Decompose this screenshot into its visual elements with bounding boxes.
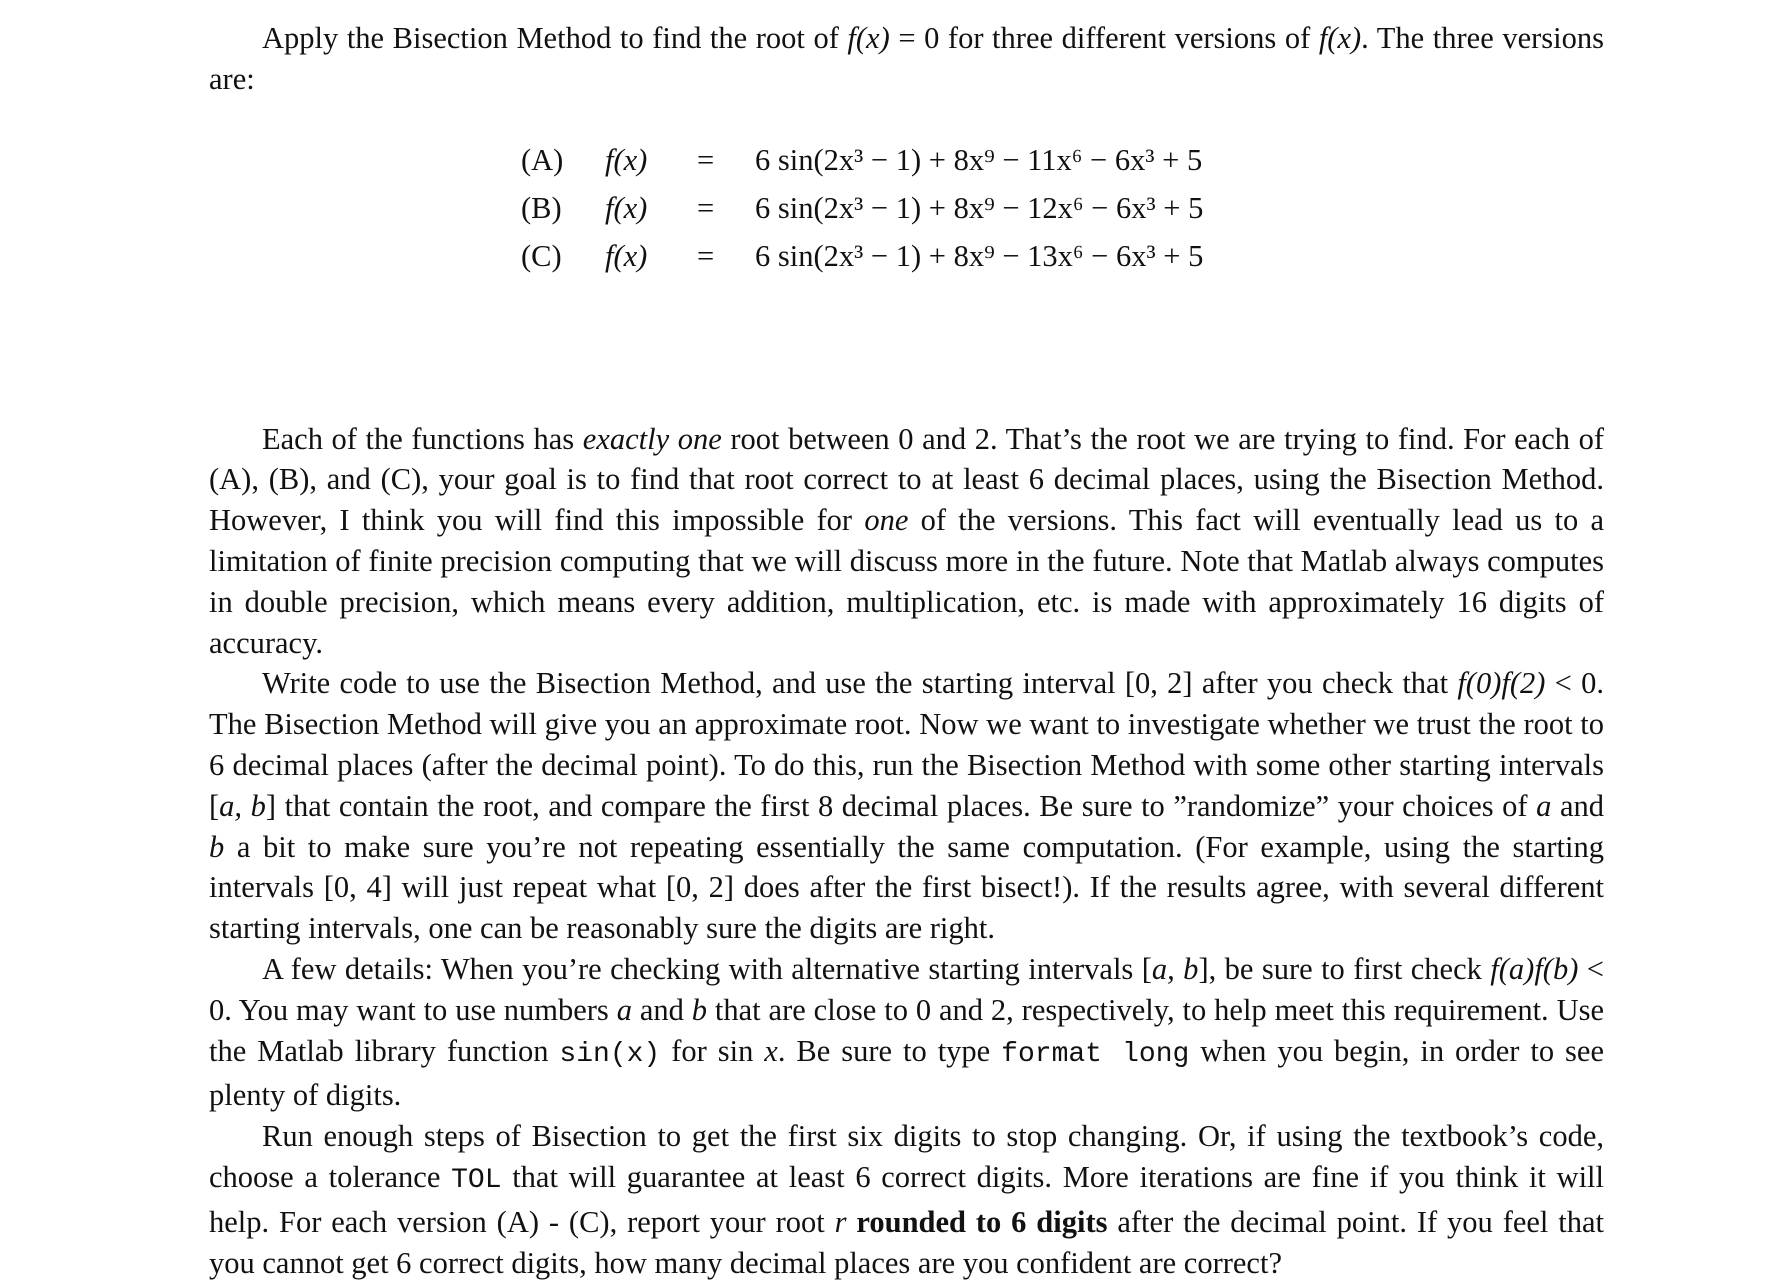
- equation-rhs: 6 sin(2x³ − 1) + 8x⁹ − 11x⁶ − 6x³ + 5: [755, 142, 1203, 177]
- paragraph-text: of the versions. This fact will eventually lead us to a limitation of finite precision computing that we will discuss more in the future. Note that Matlab always computes in double precision, which means every addition, multiplication, etc. is made with approximately 16 digits of accuracy.: [209, 503, 1604, 660]
- paragraph-run-steps: [209, 1116, 1604, 1283]
- equation-row-b: [209, 188, 1604, 236]
- paragraph-goal: [209, 419, 1604, 664]
- equation-lhs: f(x): [605, 238, 648, 273]
- paragraph-text: . Be sure to type: [777, 1033, 1002, 1068]
- paragraph-text: root between 0 and 2. That’s the root we are trying to find. For each of (A), (B), and (C), your goal is to find that root correct to at least 6 decimal places, using the Bisection Method. However, I think you will find this impossible for: [209, 421, 1604, 538]
- math-variable: b: [209, 829, 225, 864]
- paragraph-text: A few details: When you’re checking with alternative starting intervals [: [262, 951, 1152, 986]
- math-variable: a: [1536, 788, 1552, 823]
- equation-lhs: f(x): [605, 190, 648, 225]
- intro-text: Apply the Bisection Method to find the root of: [262, 21, 848, 55]
- intro-text: = 0 for three different versions of: [889, 21, 1319, 55]
- paragraph-text: that are close to 0 and 2, respectively, to help meet this requirement. Use the Matlab library function: [209, 992, 1604, 1068]
- math-expression: a, b: [219, 788, 266, 823]
- equation-label: (A): [521, 142, 564, 177]
- paragraph-text: Run enough steps of Bisection to get the first six digits to stop changing. Or, if using the textbook’s code, choose a tolerance: [209, 1119, 1604, 1194]
- paragraph-text: < 0. The Bisection Method will give you an approximate root. Now we want to investigate whether we trust the root to 6 decimal places (after the decimal point). To do this, run the Bisection Method with some other starting intervals [: [209, 666, 1605, 823]
- math-variable: x: [764, 1033, 778, 1068]
- equation-label: (C): [521, 238, 562, 273]
- math-variable: r: [834, 1204, 847, 1239]
- equation-lhs: f(x): [605, 142, 648, 177]
- paragraph-text: ], be sure to first check: [1198, 951, 1491, 986]
- bold-text: rounded to 6 digits: [846, 1204, 1108, 1239]
- document-page: [209, 18, 1604, 1283]
- paragraph-text: Write code to use the Bisection Method, and use the starting interval [0, 2] after you check that: [262, 666, 1458, 701]
- equation-block: [209, 140, 1604, 339]
- equation-row-c: [209, 236, 1604, 284]
- paragraph-text: that will guarantee at least 6 correct digits. More iterations are fine if you think it will help. For each version (A) - (C), report your root: [209, 1159, 1604, 1239]
- paragraph-text: after the decimal point. If you feel that you cannot get 6 correct digits, how many decimal places are you confident are correct?: [209, 1204, 1605, 1280]
- paragraph-text: Each of the functions has: [262, 421, 583, 456]
- equation-rhs: 6 sin(2x³ − 1) + 8x⁹ − 12x⁶ − 6x³ + 5: [755, 190, 1204, 225]
- intro-f-expression: f(x): [847, 21, 890, 55]
- paragraph-text: < 0. You may want to use numbers: [209, 951, 1604, 1027]
- paragraph-text: and: [631, 992, 692, 1027]
- math-variable: a: [616, 992, 632, 1027]
- emphasis-text: one: [864, 503, 909, 538]
- emphasis-text: exactly one: [582, 421, 722, 456]
- math-variable: b: [691, 992, 708, 1027]
- equation-label: (B): [521, 190, 562, 225]
- paragraph-text: for sin: [660, 1033, 765, 1068]
- equation-rhs: 6 sin(2x³ − 1) + 8x⁹ − 13x⁶ − 6x³ + 5: [755, 238, 1204, 273]
- math-expression: a, b: [1151, 951, 1199, 986]
- math-expression: f(0)f(2): [1457, 666, 1546, 701]
- code-snippet: TOL: [451, 1164, 502, 1196]
- equation-row-a: [209, 140, 1604, 188]
- intro-f-expression: f(x): [1318, 21, 1362, 55]
- code-snippet: format long: [1001, 1038, 1190, 1070]
- paragraph-text: ] that contain the root, and compare the first 8 decimal places. Be sure to ”randomize” your choices of: [265, 788, 1537, 823]
- equation-equals: =: [697, 190, 715, 225]
- paragraph-details: [209, 949, 1604, 1116]
- paragraph-text: and: [1551, 788, 1605, 823]
- intro-paragraph: [209, 18, 1604, 100]
- math-expression: f(a)f(b): [1490, 951, 1579, 986]
- equation-equals: =: [697, 142, 715, 177]
- equation-equals: =: [697, 238, 715, 273]
- paragraph-text: a bit to make sure you’re not repeating essentially the same computation. (For example, using the starting intervals [0, 4] will just repeat what [0, 2] does after the first bisect!). If the results agree, with several different starting intervals, one can be reasonably sure the digits are right.: [209, 829, 1604, 946]
- intro-text: . The three versions are:: [209, 21, 1604, 96]
- paragraph-write-code: [209, 663, 1604, 949]
- code-snippet: sin(x): [559, 1038, 661, 1070]
- paragraph-text: when you begin, in order to see plenty of digits.: [209, 1033, 1604, 1113]
